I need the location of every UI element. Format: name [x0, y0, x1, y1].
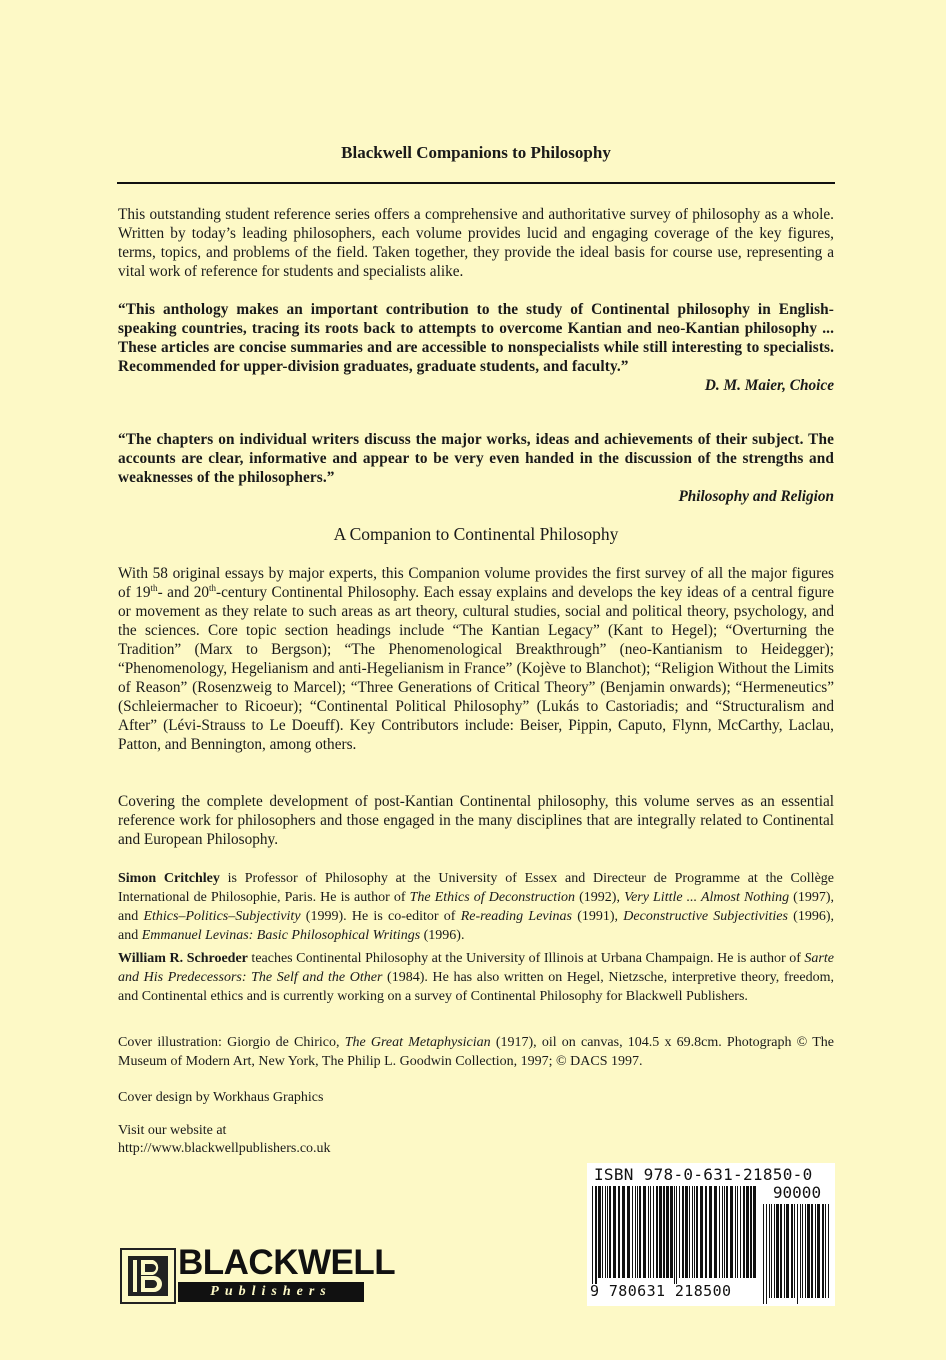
barcode-bar [737, 1186, 738, 1278]
barcode-bar [659, 1186, 662, 1278]
barcode-bar [622, 1186, 625, 1278]
barcode-bar [750, 1186, 752, 1278]
description-text: -century Continental Philosophy. Each essay explains and develops the key ideas of a central figure or movement as they relate to such areas as art theory, cultural studies, social and political theory, psychology, and the sciences. Core topic section headings include “The Kantian Legacy” (Kant to Hegel); “Overturning the Tradition” (Marx to Bergson); “The Phenomenological Breakthrough” (neo-Kantianism to Heidegger); “Phenomenology, Hegelianism and anti-Hegelianism in France” (Kojève to Blanchot); “Religion Without the Limits of Reason” (Rosenzweig to Marcel); “Three Generations of Critical Theory” (Benjamin onwards); “Hermeneutics” (Schleiermacher to Ricoeur); “Continental Political Philosophy” (Lukás to Castoriadis; and “Structuralism and After” (Lévi-Strauss to Le Doeuff). Key Contributors include: Beiser, Pippin, Caputo, Flynn, McCarthy, Laclau, Patton, and Bennington, among others. [118, 584, 834, 753]
coverage-paragraph [118, 792, 834, 849]
barcode-bar [650, 1186, 651, 1278]
coverage-text: Covering the complete development of post-Kantian Continental philosophy, this volume serves as an essential reference work for philosophers and those engaged in the many disciplines that are integrally related to Continental and European Philosophy. [118, 793, 834, 848]
review-source: D. M. Maier, Choice [704, 377, 834, 394]
ean-digits: 9 780631 218500 [590, 1282, 732, 1300]
barcode-bar [613, 1186, 616, 1278]
publisher-name: BLACKWELL [178, 1243, 396, 1282]
barcode-bar [771, 1204, 772, 1298]
bio-text: (1996), and [118, 909, 835, 943]
barcode-bar [753, 1186, 756, 1278]
barcode-bar [817, 1204, 820, 1298]
barcode-bar [722, 1186, 723, 1278]
bio-text: teaches Continental Philosophy at the University of Illinois at Urbana Champaign. He is author of [247, 951, 805, 966]
publisher-sub: Publishers [178, 1282, 364, 1302]
price-code: 90000 [772, 1183, 822, 1202]
review-source: Philosophy and Religion [678, 488, 834, 505]
barcode-bar [632, 1186, 633, 1278]
credit-text: Cover illustration: Giorgio de Chirico, [118, 1035, 345, 1050]
bio-text: (1996). [420, 928, 465, 943]
title-rule [117, 182, 835, 184]
barcode-bar [825, 1204, 826, 1298]
barcode-bar [780, 1204, 782, 1298]
barcode-bar [743, 1186, 745, 1278]
barcode-bar [719, 1186, 720, 1278]
superscript: th [209, 582, 217, 593]
review-2 [118, 430, 834, 506]
barcode-bar [800, 1204, 801, 1298]
barcode-bar [663, 1186, 665, 1278]
review-1 [118, 300, 834, 395]
barcode-bar [635, 1186, 636, 1278]
bio-text: (1991), [571, 909, 624, 924]
barcode-bar [815, 1204, 816, 1298]
bio-text: is Professor of Philosophy at the University of Essex and Directeur de Programme at the Collège International de Philosophie, Paris. He is author of [118, 871, 834, 905]
barcode-bar [724, 1186, 725, 1278]
barcode-bar [786, 1204, 789, 1298]
blackwell-logo-icon [120, 1248, 176, 1304]
editor-name: Simon Critchley [118, 871, 220, 886]
book-ref: Sarte and His Predecessors: The Self and the Other [118, 951, 834, 985]
series-description [118, 205, 834, 281]
barcode-bar [791, 1204, 793, 1298]
book-ref: Deconstructive Subjectivities [623, 909, 788, 924]
series-blurb: This outstanding student reference series offers a comprehensive and authoritative survey of philosophy as a whole. Written by today’s leading philosophers, each volume provides lucid and engaging coverage of the key figures, terms, topics, and problems of the field. Taken together, they provide the ideal basis for course use, representing a vital work of reference for students and specialists alike. [118, 206, 834, 280]
editor-bio-critchley [118, 869, 834, 945]
barcode-bar [776, 1204, 779, 1298]
barcode-bar [685, 1186, 688, 1278]
barcode-bar [784, 1204, 785, 1298]
barcode-bar [709, 1186, 712, 1278]
barcode-bar [648, 1186, 649, 1278]
editor-name: William R. Schroeder [118, 951, 248, 966]
cover-credit [118, 1033, 834, 1071]
book-ref: The Ethics of Deconstruction [409, 890, 576, 905]
barcode-bar [735, 1186, 736, 1278]
bio-text: (1984). He has also written on Hegel, Nietzsche, interpretive theory, freedom, and Continental ethics and is currently working on a survey of Continental Philosophy for Blackwell Publishers. [118, 970, 834, 1004]
barcode-bar [676, 1186, 677, 1284]
barcode-bar [769, 1204, 770, 1298]
barcode-bar [807, 1204, 810, 1298]
book-ref: Emmanuel Levinas: Basic Philosophical Writings [141, 928, 421, 943]
barcode-bar [618, 1186, 620, 1278]
barcode-bar [794, 1204, 795, 1298]
review-quote: “The chapters on individual writers discuss the major works, ideas and achievements of their subject. The accounts are clear, informative and appear to be very even handed in the discussion of the strengths and weaknesses of the philosophers.” [118, 431, 834, 486]
barcode-bar [774, 1204, 775, 1298]
barcode-bar [696, 1186, 698, 1278]
bio-text: (1997), and [118, 890, 835, 924]
barcode-bar [643, 1186, 646, 1278]
barcode-bar [689, 1186, 690, 1278]
website-label: Visit our website at [118, 1123, 227, 1138]
barcode-bar [805, 1204, 806, 1298]
barcode-bar [705, 1186, 707, 1278]
barcode-bar [802, 1204, 803, 1298]
superscript: th [150, 582, 158, 593]
book-title: A Companion to Continental Philosophy [333, 524, 619, 544]
barcode-bar [828, 1204, 829, 1298]
book-description [118, 564, 834, 754]
barcode-bar [700, 1186, 703, 1278]
barcode-bar [822, 1204, 824, 1298]
credit-text: (1917), oil on canvas, 104.5 x 69.8cm. Photograph © The Museum of Modern Art, New York, The Philip L. Goodwin Collection, 1997; © DACS 1997. [118, 1035, 834, 1069]
bio-text: (1999). He is co-editor of [300, 909, 461, 924]
painting-title: The Great Metaphysician [344, 1035, 491, 1050]
barcode-bar [797, 1204, 798, 1304]
barcode-bar [766, 1204, 767, 1304]
review-quote: “This anthology makes an important contribution to the study of Continental philosophy in English-speaking countries, tracing its roots back to attempts to overcome Kantian and neo-Kantian philosophy ... These articles are concise summaries and are accessible to nonspecialists while still interesting to specialists. Recommended for upper-division graduates, graduate students, and faculty.” [118, 301, 834, 375]
isbn-label: ISBN 978-0-631-21850-0 [594, 1165, 813, 1184]
website-block [118, 1122, 834, 1158]
barcode-bar [726, 1186, 728, 1278]
book-ref: Ethics–Politics–Subjectivity [143, 909, 301, 924]
description-text: - and 20 [157, 584, 210, 601]
website-url[interactable]: http://www.blackwellpublishers.co.uk [118, 1141, 331, 1156]
barcode-bar [666, 1186, 669, 1278]
series-title: Blackwell Companions to Philosophy [341, 143, 611, 162]
barcode-bar [679, 1186, 680, 1278]
barcode-bar [656, 1186, 658, 1278]
barcode-bar [607, 1186, 608, 1278]
barcode-bar [602, 1186, 603, 1278]
barcode-bar [609, 1186, 611, 1278]
design-credit-text: Cover design by Workhaus Graphics [118, 1090, 324, 1105]
barcode-bar [746, 1186, 749, 1278]
addon-barcode [761, 1204, 833, 1304]
barcode-bar [595, 1186, 597, 1284]
barcode-bar [598, 1186, 601, 1278]
barcode-bar [605, 1186, 606, 1278]
book-ref: Re-reading Levinas [460, 909, 572, 924]
barcode-bar [592, 1186, 593, 1284]
ean-barcode [590, 1186, 760, 1286]
barcode-bar [740, 1186, 741, 1278]
barcode-bar [694, 1186, 695, 1278]
barcode-bar [670, 1186, 673, 1278]
logo-monogram [122, 1250, 174, 1302]
barcode-bar [692, 1186, 693, 1278]
barcode-bar [639, 1186, 641, 1278]
barcode-bar [627, 1186, 630, 1278]
barcode-bar [674, 1186, 675, 1284]
barcode-bar [730, 1186, 733, 1278]
design-credit [118, 1088, 834, 1107]
description-text: With 58 original essays by major experts, this Companion volume provides the first survey of all the major figures of 19 [118, 565, 834, 601]
barcode-bar [637, 1186, 638, 1278]
bio-text: (1992), [575, 890, 625, 905]
editor-bio-schroeder [118, 949, 834, 1006]
barcode-bar [811, 1204, 813, 1298]
book-ref: Very Little ... Almost Nothing [624, 890, 790, 905]
barcode-bar [763, 1204, 764, 1304]
barcode-bar [653, 1186, 654, 1278]
barcode-bar [682, 1186, 684, 1278]
barcode-bar [714, 1186, 717, 1278]
